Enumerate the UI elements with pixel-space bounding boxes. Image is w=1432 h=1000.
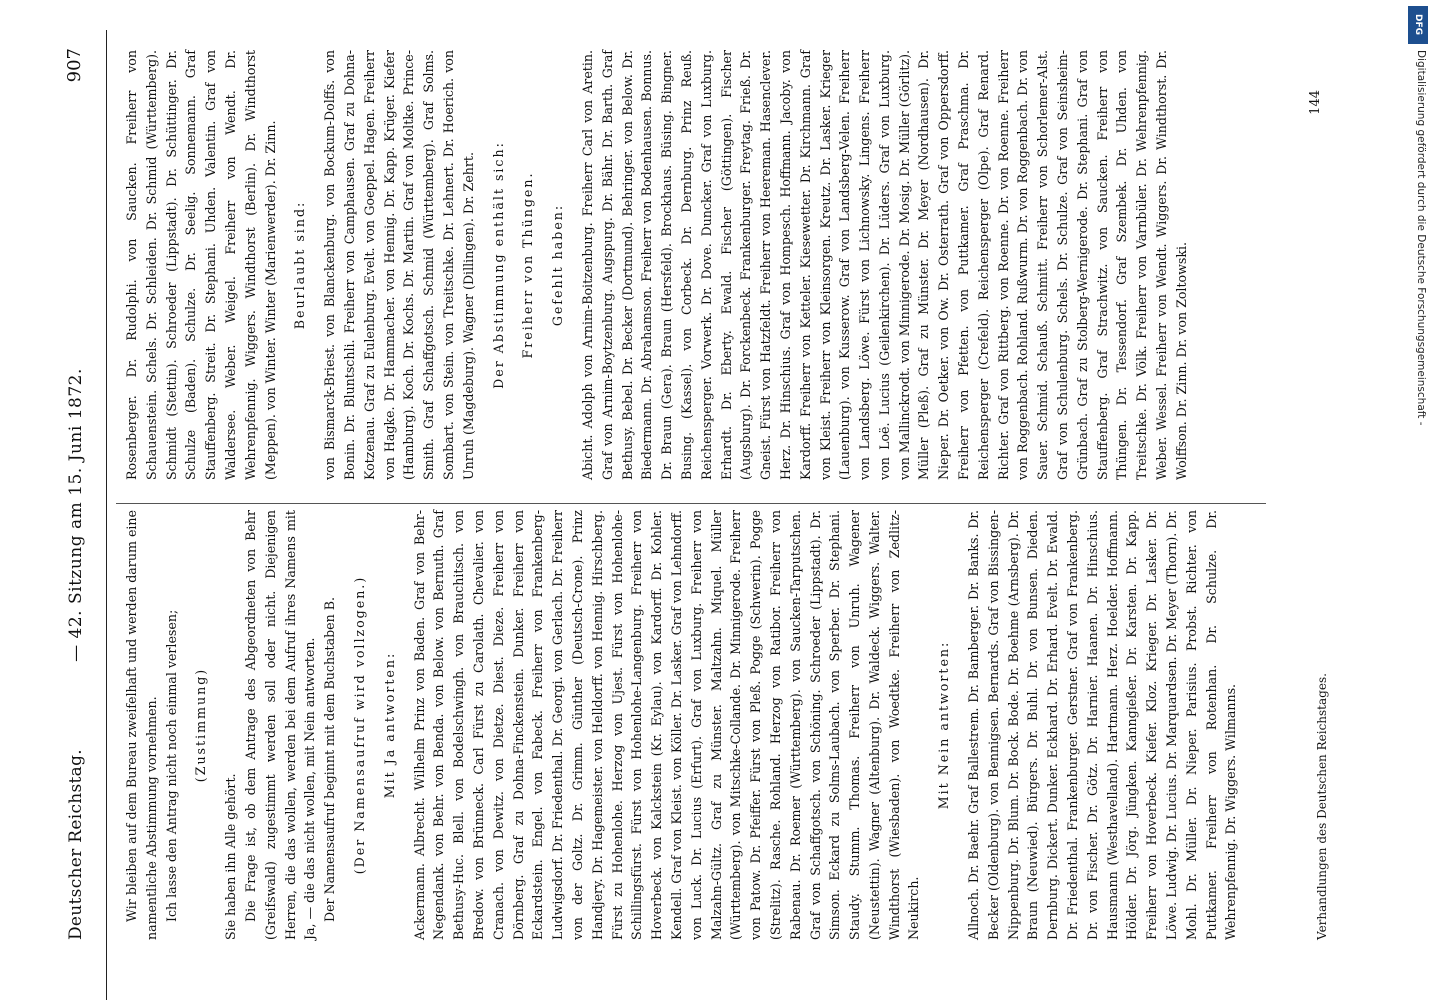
- header-title: — 42. Sitzung am 15. Juni 1872.: [66, 368, 86, 662]
- paragraph: Der Namensaufruf beginnt mit dem Buchstaben B.: [322, 597, 338, 922]
- name-list-on-leave: von Bismarck-Briest. von Blanckenburg. von Bockum-Dolffs. von Bonin. Dr. Bluntschli. Freiherr von Camphausen. Graf zu Dohna-Kotzenau. Graf zu Eulenburg. Evelt. von Goeppel. Hagen. Freiherr von Hagke. Dr. Hammacher. von Hennig. Dr. Kapp. Krüger. Kiefer (Hamburg). Koch. Dr. Kochs. Dr. Martin. Graf von Moltke. Prince-Smith. Graf Schaffgotsch. Schmid (Württemberg). Graf Solms. Sombart. von Stein. von Treitschke. Dr. Lehnert. Dr. Hoerich. von Unruh (Magdeburg). Wagner (Dillingen). Dr. Zehrt.: [322, 50, 476, 480]
- dfg-logo: [1408, 6, 1428, 44]
- page-number: 907: [64, 48, 85, 83]
- header-left: Deutscher Reichstag.: [66, 749, 86, 940]
- section-heading-yes: Mit Ja antworten:: [381, 651, 397, 799]
- right-column: [122, 50, 1192, 480]
- interjection: (Der Namensaufruf wird vollzogen.): [351, 575, 367, 875]
- signature-mark: 144: [1308, 90, 1323, 115]
- abstained-name: Freiherr von Thüngen.: [520, 171, 536, 359]
- section-heading-no: Mit Nein antworten:: [936, 640, 952, 810]
- name-list-yes: Ackermann. Albrecht. Wilhelm Prinz von Baden. Graf von Behr-Negendank. von Behr. von Benda. von Below. von Bernuth. Graf Bethusy-Huc. Blell. von Bodelschwingh. von Brauchitsch. von Bredow. von Brünneck. Carl Fürst zu Carolath. Chevalier. von Cranach. von Dewitz. von Dietze. Diest. Dieze. Freiherr von Dörnberg. Graf zu Dohna-Finckenstein. Dunker. Freiherr von Eckardstein. Engel. von Fabeck. Freiherr von Frankenberg-Ludwigsdorf. Dr. Friedenthal. Dr. Georgi. von Gerlach. Dr. Freiherr von der Goltz. Dr. Grimm. Günther (Deutsch-Crone). Prinz Handjery. Dr. Hagemeister. von Helldorff. von Hennig. Hirschberg. Fürst zu Hohenlohe. Herzog von Ujest. Fürst von Hohenlohe-Schillingsfürst. Fürst von Hohenlohe-Langenburg. Freiherr von Hoverbeck. von Kalckstein (Kr. Eylau). von Kardorff. Dr. Kohler. Kendell. Graf von Kleist. von Köller. Dr. Lasker. Graf von Lehndorff. von Luck. Dr. Lucius (Erfurt). Graf von Luxburg. Freiherr von Malzahn-Gültz. Graf zu Münster. Maltzahn. Miquel. Müller (Württemberg). von Mitschke-Collande. Dr. Minnigerode. Freiherr von Patow. Dr. Pfeiffer. Fürst von Pleß. Pogge (Schwerin). Pogge (Strelitz). Rasche. Rohland. Herzog von Ratibor. Freiherr von Rabenau. Dr. Roemer (Württemberg). von Saucken-Tarputschen. Graf von Schaffgotsch. von Schöning. Schroeder (Lippstadt). Dr. Simson. Eckard zu Solms-Laubach. von Sperber. Dr. Stephani. Staudy. Stumm. Thomas. Freiherr von Unruh. Wagener (Neustettin). Wagner (Altenburg). Dr. Waldeck. Wiggers. Walter. Windthorst (Wiesbaden). von Woedtke. Freiherr von Zedlitz-Neukirch.: [411, 510, 922, 940]
- digitization-credit: Digitalisierung gefördert durch die Deutsche Forschungsgemeinschaft -: [1415, 50, 1427, 426]
- document-sheet: [46, 30, 1432, 1000]
- column-divider: [116, 503, 1266, 504]
- dfg-logo-text: DFG: [1413, 14, 1423, 36]
- page-header: [46, 30, 107, 1000]
- digitization-note: [1404, 0, 1432, 1000]
- section-heading-abstained: Der Abstimmung enthält sich:: [490, 141, 506, 389]
- interjection: (Zustimmung): [193, 667, 209, 783]
- paragraph: Sie haben ihn Alle gehört.: [223, 773, 239, 940]
- left-column: [122, 510, 1241, 940]
- name-list-no: Allnoch. Dr. Baehr. Graf Ballestrem. Dr. Bamberger. Dr. Banks. Dr. Becker (Oldenburg). von Bennigsen. Bernards. Graf von Bissingen-Nippenburg. Dr. Blum. Dr. Bock. Bode. Dr. Boehme (Arnsberg). Dr. Braun (Neuwied). Bürgers. Dr. Buhl. Dr. von Bunsen. Dieden. Dernburg. Dickert. Dunker. Eckhard. Dr. Erhard. Evelt. Dr. Ewald. Dr. Friedenthal. Frankenburger. Gerstner. Graf von Frankenberg. Dr. von Fischer. Dr. Götz. Dr. Harnier. Haanen. Dr. Hinschius. Hausmann (Westhavelland). Hartmann. Herz. Hoelder. Hoffmann. Hölder. Dr. Jörg. Jüngken. Kanngießer. Dr. Karsten. Dr. Kapp. Freiherr von Hoverbeck. Kiefer. Kloz. Krieger. Dr. Lasker. Dr. Löwe. Ludwig. Dr. Lucius. Dr. Marquardsen. Dr. Meyer (Thorn). Dr. Mohl. Dr. Müller. Dr. Nieper. Parisius. Probst. Richter. von Puttkamer. Freiherr von Rotenhan. Dr. Schulze. Dr. Wehrenpfennig. Dr. Wiggers. Wilmanns.: [966, 510, 1239, 940]
- section-heading-on-leave: Beurlaubt sind:: [292, 200, 308, 330]
- paragraph: Die Frage ist, ob dem Antrage des Abgeordneten von Behr (Greifswald) zugestimmt werden soll oder nicht. Diejenigen Herren, die das wollen, werden bei dem Aufruf ihres Namens mit Ja, — die das nicht wollen, mit Nein antworten.: [242, 510, 318, 940]
- name-list-absent: Abicht. Adolph von Arnim-Boitzenburg. Freiherr Carl von Aretin. Graf von Arnim-Boytzenburg. Augspurg. Dr. Bähr. Dr. Barth. Graf Bethusy. Bebel. Dr. Becker (Dortmund). Behringer. von Below. Dr. Biedermann. Dr. Abrahamson. Freiherr von Bodenhausen. Bonnus. Dr. Braun (Gera). Braun (Hersfeld). Brockhaus. Büsing. Bingner. Busing. (Kassel). von Corbeck. Dr. Dernburg. Prinz Reuß. Reichensperger. Vorwerk. Dr. Dove. Duncker. Graf von Luxburg. Erhardt. Dr. Eberty. Ewald. Fischer (Göttingen). Fischer (Augsburg). Dr. Forckenbeck. Frankenburger. Freytag. Frieß. Dr. Gneist. Fürst von Hatzfeldt. Freiherr von Heereman. Hasenclever. Herz. Dr. Hinschius. Graf von Hompesch. Hoffmann. Jacoby. von Kardorff. Freiherr von Ketteler. Kiesewetter. Dr. Kirchmann. Graf von Kleist. Freiherr von Kleinsorgen. Kreutz. Dr. Lasker. Krieger (Lauenburg). von Kusserow. Graf von Landsberg-Velen. Freiherr von Landsberg. Löwe. Fürst von Lichnowsky. Lingens. Freiherr von Loë. Lucius (Geilenkirchen). Dr. Lüders. Graf von Luxburg. von Mallinckrodt. von Minnigerode. Dr. Mosig. Dr. Müller (Görlitz). Müller (Pleß). Graf zu Münster. Dr. Meyer (Nordhausen). Dr. Nieper. Dr. Oetker. von Ow. Dr. Osterrath. Graf von Oppersdorff. Freiherr von Pfetten. von Puttkamer. Graf Praschma. Dr. Reichensperger (Crefeld). Reichensperger (Olpe). Graf Renard. Richter. Graf von Rittberg. von Roenne. Dr. von Roenne. Freiherr von Roggenbach. Rohland. Rußwurm. Dr. von Roggenbach. Dr. von Sauer. Schmid. Schauß. Schmitt. Freiherr von Schorlemer-Alst. Graf von Schulenburg. Schels. Dr. Schulze. Graf von Seinsheim-Grünbach. Graf zu Stolberg-Wernigerode. Dr. Stephani. Graf von Stauffenberg. Graf Strachwitz. von Saucken. Freiherr von Thüngen. Dr. Tessendorf. Graf Szembek. Dr. Uhden. von Treitschke. Dr. Völk. Freiherr von Varnbüler. Dr. Wehrenpfennig. Weber. Wessel. Freiherr von Wendt. Wiggers. Dr. Windthorst. Dr. Wolffson. Dr. Zinn. Dr. von Zoltowski.: [579, 50, 1189, 480]
- page-footer: Verhandlungen des Deutschen Reichstages.: [1315, 673, 1329, 940]
- paragraph: Wir bleiben auf dem Bureau zweifelhaft und werden darum eine namentliche Abstimmung vornehmen.: [124, 510, 159, 940]
- name-list-continued: Rosenberger. Dr. Rudolphi. von Saucken. Freiherr von Schauenstein. Schels. Dr. Schleiden. Dr. Schmid (Württemberg). Schmidt (Stettin). Schroeder (Lippstadt). Dr. Schüttinger. Dr. Schulze (Baden). Schulze. Dr. Seelig. Sonnemann. Graf Stauffenberg. Streit. Dr. Stephani. Uhden. Valentin. Graf von Waldersee. Weber. Weigel. Freiherr von Wendt. Dr. Wehrenpfennig. Wiggers. Windthorst (Berlin). Dr. Windthorst (Meppen). von Winter. Winter (Marienwerder). Dr. Zinn.: [124, 50, 278, 480]
- paragraph: Ich lasse den Antrag nicht noch einmal verlesen;: [163, 609, 179, 922]
- section-heading-absent: Gefehlt haben:: [550, 203, 566, 327]
